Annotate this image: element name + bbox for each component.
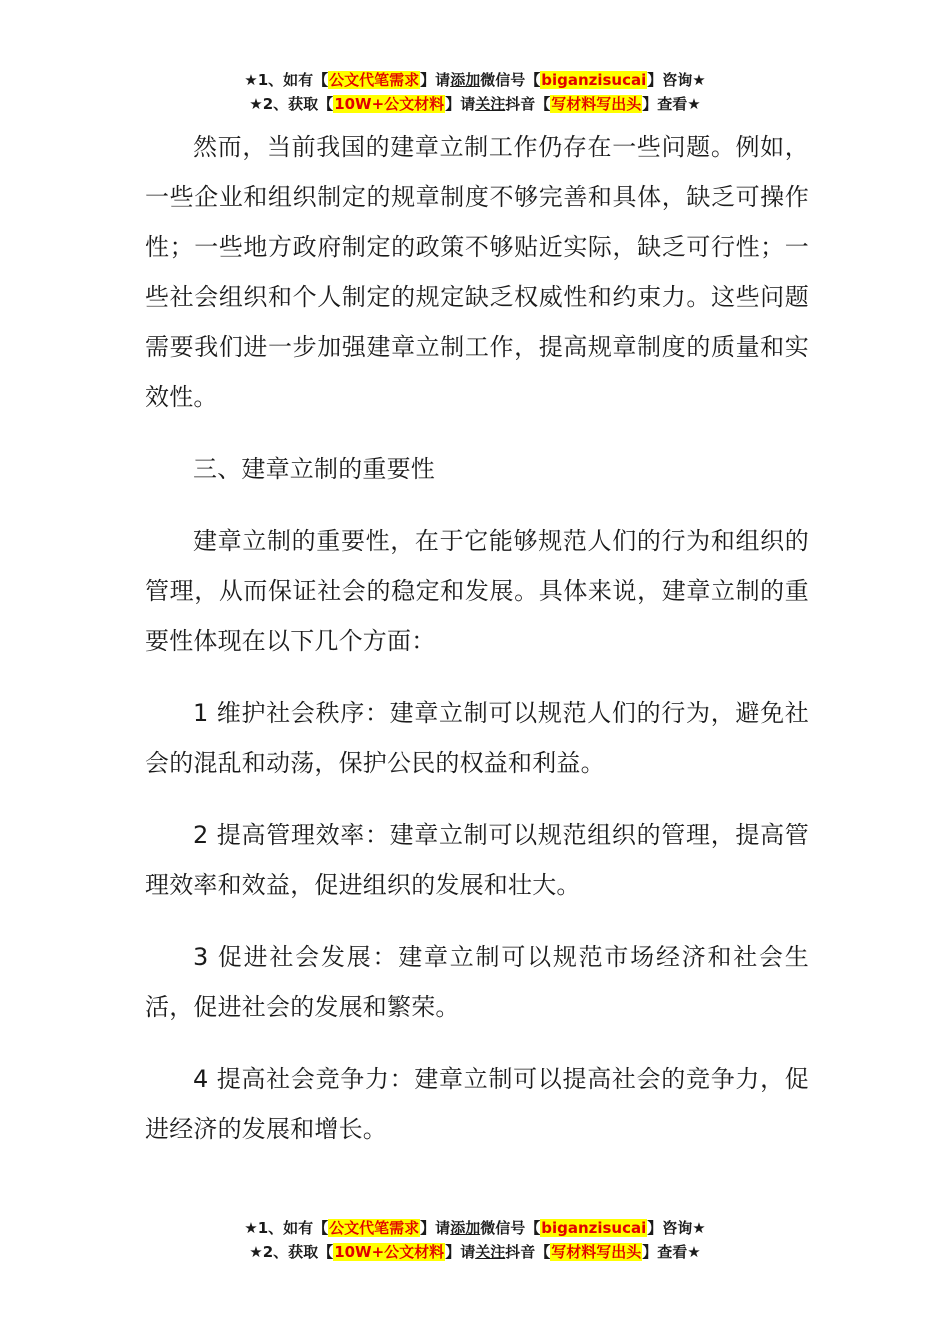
- banner-text: 微信号【: [480, 71, 541, 89]
- banner-line-1: [0, 68, 950, 92]
- banner-text: 】请: [420, 1219, 451, 1237]
- highlight-douyin: 写材料写出头: [551, 1243, 642, 1261]
- highlight-materials: 10W+公文材料: [334, 95, 445, 113]
- banner-text: 】请: [445, 95, 476, 113]
- list-item-2: 2 提高管理效率：建章立制可以规范组织的管理，提高管理效率和效益，促进组织的发展和壮大。: [145, 821, 809, 899]
- banner-text: 】查看★: [642, 95, 701, 113]
- banner-text: 微信号【: [480, 1219, 541, 1237]
- star-icon: ★: [249, 95, 263, 113]
- star-icon: ★: [249, 1243, 263, 1261]
- highlight-materials: 10W+公文材料: [334, 1243, 445, 1261]
- banner-text: 】咨询★: [647, 71, 706, 89]
- highlight-wechat-id: biganzisucai: [541, 1219, 647, 1237]
- banner-text: 抖音【: [505, 95, 551, 113]
- banner-text: 】请: [445, 1243, 476, 1261]
- footer-banner: [0, 1216, 950, 1264]
- document-body: [145, 122, 809, 1176]
- banner-line-1: [0, 1216, 950, 1240]
- banner-text: 2、获取【: [262, 95, 334, 113]
- paragraph-issues: 然而，当前我国的建章立制工作仍存在一些问题。例如，一些企业和组织制定的规章制度不够完善和具体，缺乏可操作性；一些地方政府制定的政策不够贴近实际，缺乏可行性；一些社会组织和个人制定的规定缺乏权威性和约束力。这些问题需要我们进一步加强建章立制工作，提高规章制度的质量和实效性。: [145, 133, 809, 411]
- highlight-wechat-id: biganzisucai: [541, 71, 647, 89]
- banner-text: 1、如有【: [257, 71, 329, 89]
- star-icon: ★: [244, 71, 258, 89]
- header-banner: [0, 68, 950, 116]
- paragraph-importance: 建章立制的重要性，在于它能够规范人们的行为和组织的管理，从而保证社会的稳定和发展。具体来说，建章立制的重要性体现在以下几个方面：: [145, 527, 809, 655]
- banner-text: 】查看★: [642, 1243, 701, 1261]
- banner-text: 】请: [420, 71, 451, 89]
- banner-line-2: [0, 1240, 950, 1264]
- list-item-4: 4 提高社会竞争力：建章立制可以提高社会的竞争力，促进经济的发展和增长。: [145, 1065, 809, 1143]
- list-item-1: 1 维护社会秩序：建章立制可以规范人们的行为，避免社会的混乱和动荡，保护公民的权益和利益。: [145, 699, 809, 777]
- banner-text: 抖音【: [505, 1243, 551, 1261]
- banner-text: 】咨询★: [647, 1219, 706, 1237]
- section-heading: 三、建章立制的重要性: [193, 455, 435, 483]
- underlined-text: 添加: [450, 1219, 481, 1237]
- star-icon: ★: [244, 1219, 258, 1237]
- highlight-douyin: 写材料写出头: [551, 95, 642, 113]
- banner-text: 2、获取【: [262, 1243, 334, 1261]
- highlight-service: 公文代笔需求: [329, 71, 420, 89]
- banner-text: 1、如有【: [257, 1219, 329, 1237]
- highlight-service: 公文代笔需求: [329, 1219, 420, 1237]
- underlined-text: 关注: [475, 1243, 506, 1261]
- list-item-3: 3 促进社会发展：建章立制可以规范市场经济和社会生活，促进社会的发展和繁荣。: [145, 943, 809, 1021]
- underlined-text: 添加: [450, 71, 481, 89]
- underlined-text: 关注: [475, 95, 506, 113]
- banner-line-2: [0, 92, 950, 116]
